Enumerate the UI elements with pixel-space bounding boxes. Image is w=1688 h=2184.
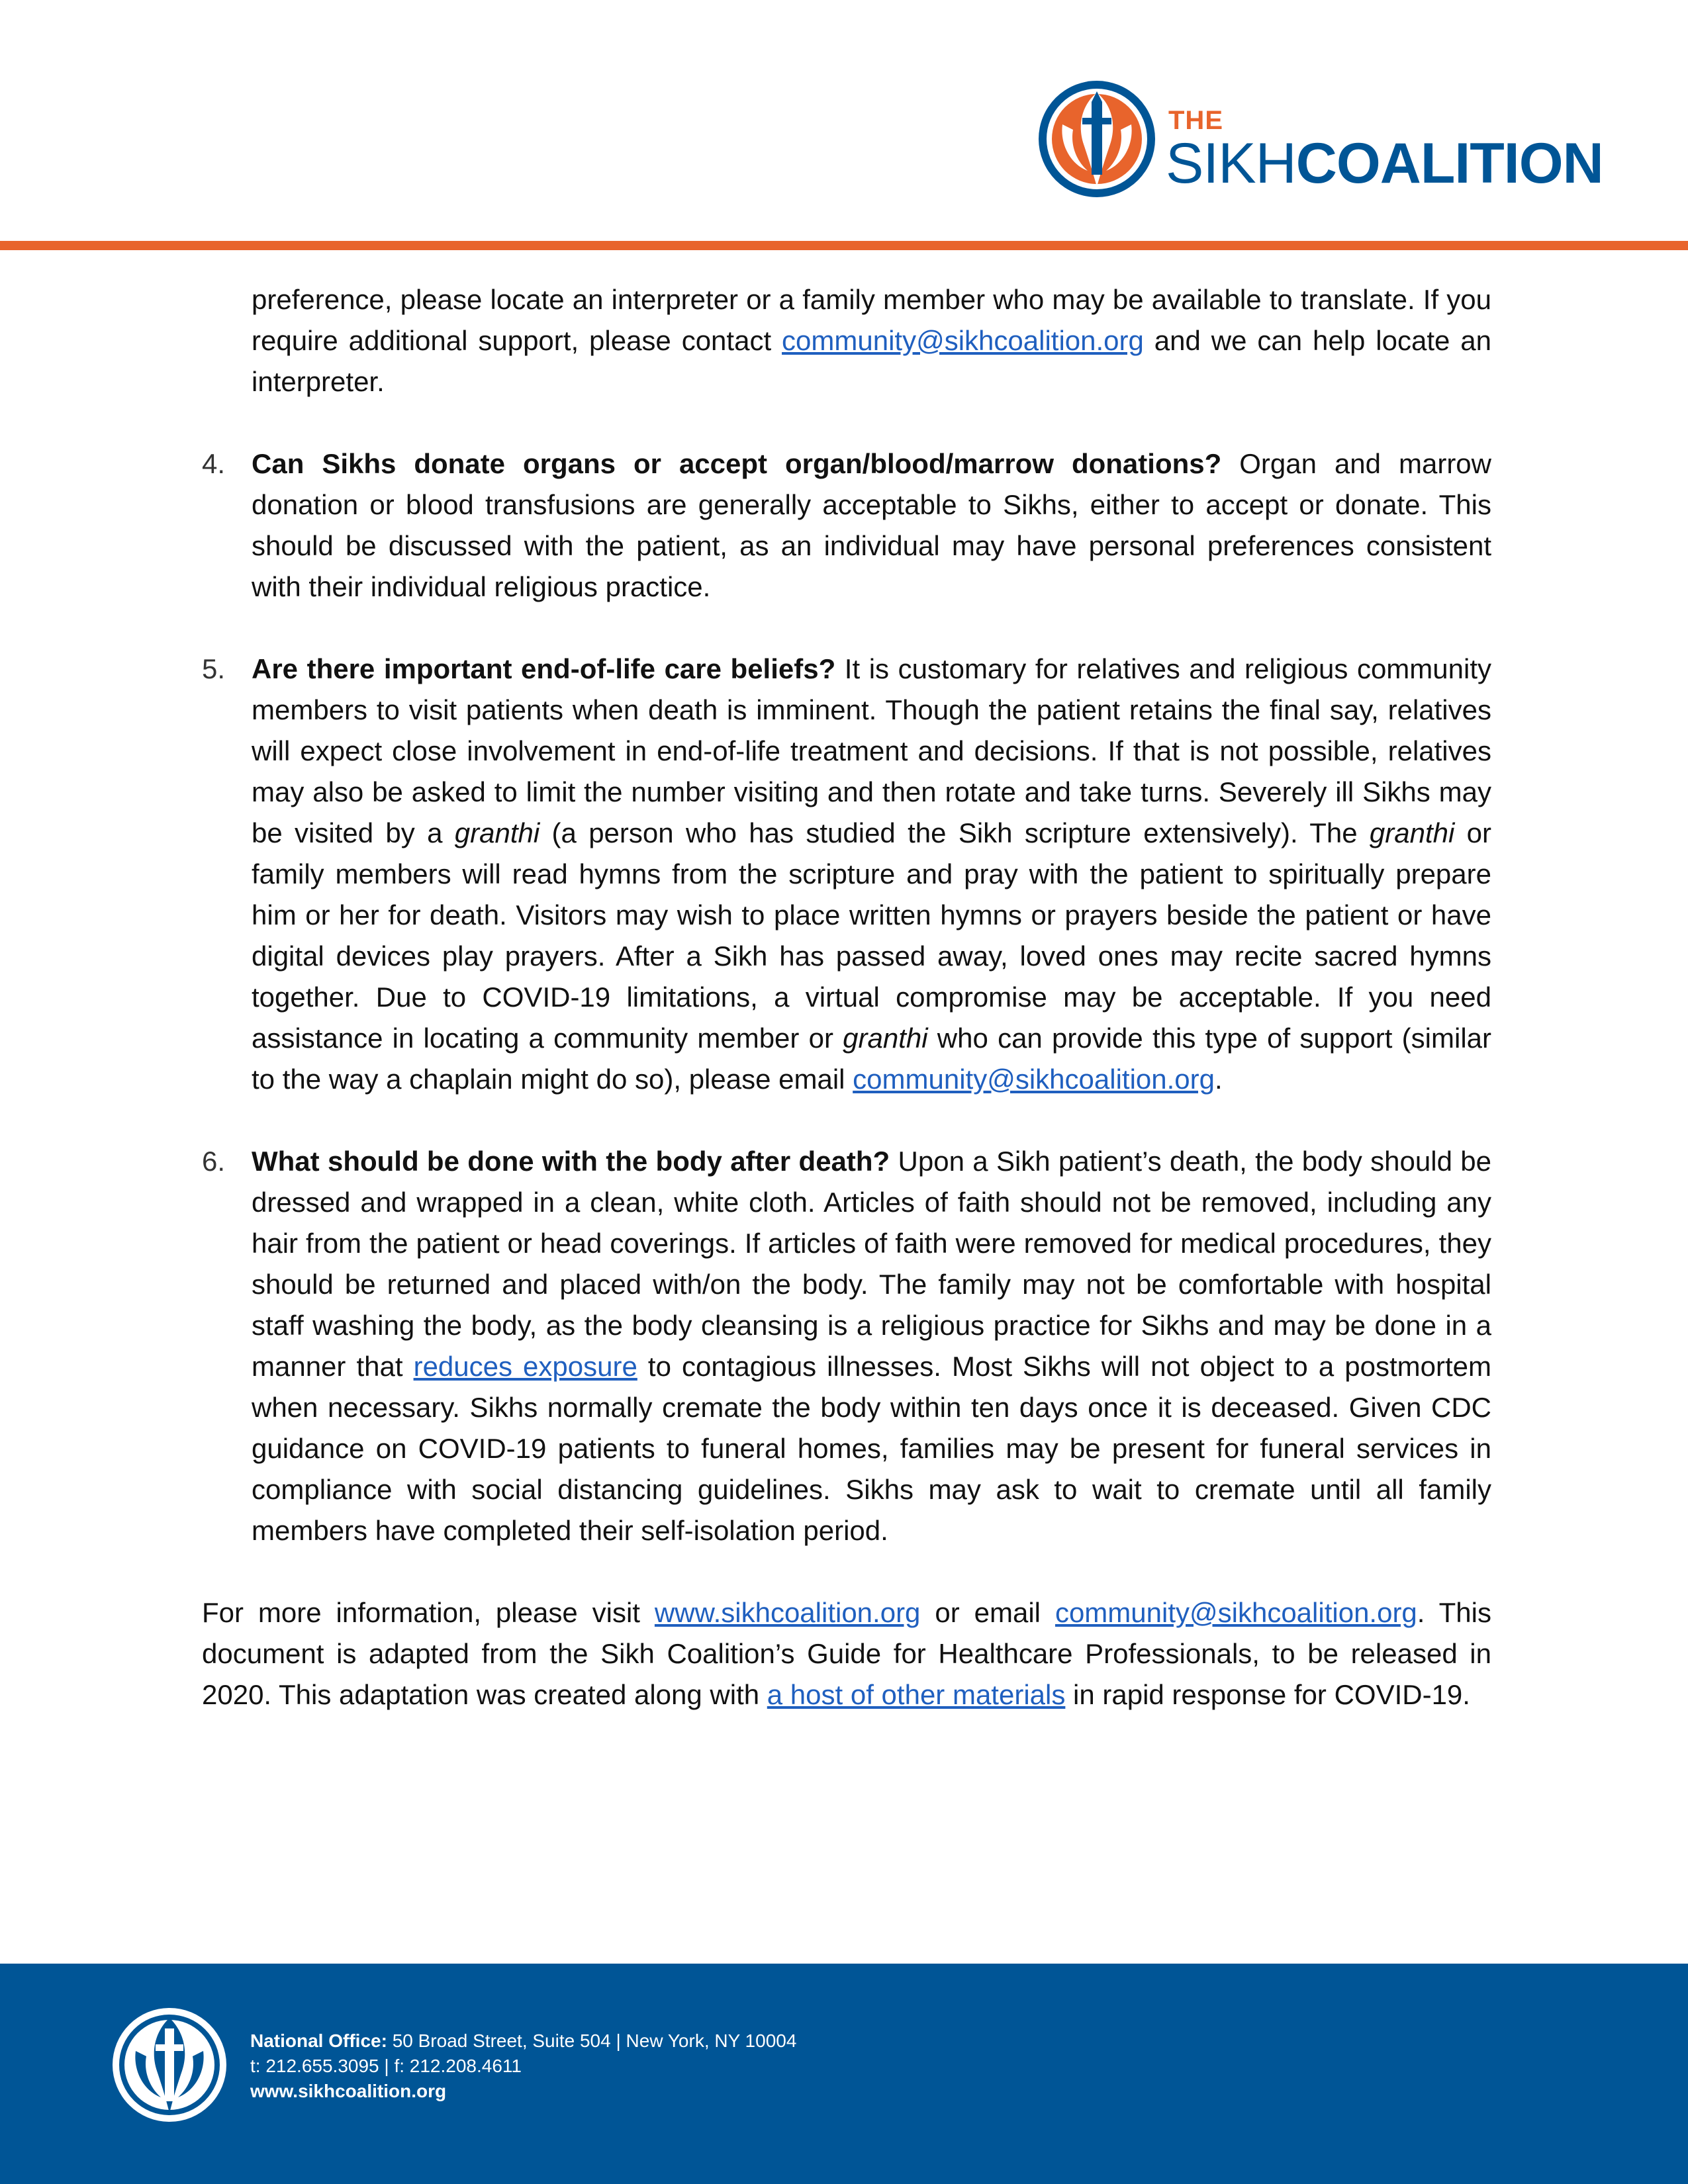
item-5-question: Are there important end-of-life care beliefs? bbox=[252, 653, 836, 684]
item-4-question: Can Sikhs donate organs or accept organ/blood/marrow donations? bbox=[252, 448, 1222, 479]
community-email-link[interactable]: community@sikhcoalition.org bbox=[853, 1064, 1215, 1095]
community-email-link[interactable]: community@sikhcoalition.org bbox=[782, 325, 1144, 356]
document-body bbox=[202, 279, 1491, 1715]
item-3-text bbox=[252, 279, 1491, 402]
reduces-exposure-link[interactable]: reduces exposure bbox=[413, 1351, 637, 1382]
list-number: 6. bbox=[202, 1146, 226, 1177]
logo-word-sikh: SIKH bbox=[1166, 132, 1296, 195]
footer-office-address: 50 Broad Street, Suite 504 | New York, NY 10004 bbox=[387, 2030, 797, 2051]
list-item-5 bbox=[202, 649, 1491, 1100]
list-number: 4. bbox=[202, 448, 226, 479]
khanda-emblem-icon bbox=[1036, 78, 1158, 201]
closing-text-part: or email bbox=[920, 1597, 1055, 1628]
granthi-term: granthi bbox=[843, 1023, 928, 1054]
item-5-text bbox=[252, 649, 1491, 1100]
item-6-text bbox=[252, 1141, 1491, 1551]
item-3-text-part: and we can help locate an interpreter. bbox=[252, 325, 1491, 397]
list-item-3-continued bbox=[202, 279, 1491, 402]
footer-office-label: National Office: bbox=[250, 2030, 387, 2051]
footer-khanda-emblem-icon bbox=[109, 2005, 230, 2125]
item-5-answer-part: or family members will read hymns from the scripture and pray with the patient to spiritually prepare him or her for death. Visitors may wish to place written hymns or prayers beside the patient or have digital devices play prayers. After a Sikh has passed away, loved ones may recite sacred hymns together. Due to COVID-19 limitations, a virtual compromise may be acceptable. If you need assistance in locating a community member or bbox=[252, 817, 1491, 1054]
item-5-answer-part: (a person who has studied the Sikh scripture extensively). The bbox=[539, 817, 1370, 848]
logo-wordmark bbox=[1166, 131, 1603, 197]
closing-text-part: . This document is adapted from the Sikh Coalition’s Guide for Healthcare Professionals, to be released in 2020. This adaptation was created along with bbox=[202, 1597, 1491, 1710]
item-3-text-part: preference, please locate an interpreter or a family member who may be available to translate. If you require additional support, please contact bbox=[252, 284, 1491, 356]
item-5-answer-part: . bbox=[1215, 1064, 1223, 1095]
item-5-answer-part: who can provide this type of support (similar to the way a chaplain might do so), please email bbox=[252, 1023, 1491, 1095]
closing-paragraph bbox=[202, 1592, 1491, 1715]
logo-the-text: THE bbox=[1168, 106, 1223, 135]
sikh-coalition-logo bbox=[1036, 78, 1603, 201]
list-item-6 bbox=[202, 1141, 1491, 1551]
header-orange-rule bbox=[0, 241, 1688, 250]
closing-text-part: in rapid response for COVID-19. bbox=[1065, 1679, 1470, 1710]
list-number: 5. bbox=[202, 653, 226, 684]
closing-text-part: For more information, please visit bbox=[202, 1597, 655, 1628]
item-5-answer-part: It is customary for relatives and religious community members to visit patients when death is imminent. Though the patient retains the final say, relatives will expect close involvement in end-of-life treatment and decisions. If that is not possible, relatives may also be asked to limit the number visiting and then rotate and take turns. Severely ill Sikhs may be visited by a bbox=[252, 653, 1491, 848]
item-6-answer-part: Upon a Sikh patient’s death, the body should be dressed and wrapped in a clean, white cloth. Articles of faith should not be removed, including any hair from the patient or head coverings. If articles of faith were removed for medical procedures, they should be returned and placed with/on the body. The family may not be comfortable with hospital staff washing the body, as the body cleansing is a religious practice for Sikhs and may be done in a manner that bbox=[252, 1146, 1491, 1382]
logo-word-coalition: COALITION bbox=[1295, 132, 1603, 195]
item-4-text bbox=[252, 443, 1491, 608]
item-6-answer-part: to contagious illnesses. Most Sikhs will not object to a postmortem when necessary. Sikhs normally cremate the body within ten days once it is deceased. Given CDC guidance on COVID-19 patients to funeral homes, families may be present for funeral services in compliance with social distancing guidelines. Sikhs may ask to wait to cremate until all family members have completed their self-isolation period. bbox=[252, 1351, 1491, 1546]
footer-contact-block bbox=[250, 2028, 796, 2104]
item-6-question: What should be done with the body after death? bbox=[252, 1146, 890, 1177]
other-materials-link[interactable]: a host of other materials bbox=[767, 1679, 1066, 1710]
item-4-answer: Organ and marrow donation or blood transfusions are generally acceptable to Sikhs, either to accept or donate. This should be discussed with the patient, as an individual may have personal preferences consistent with their individual religious practice. bbox=[252, 448, 1492, 602]
granthi-term: granthi bbox=[454, 817, 540, 848]
footer-bar bbox=[0, 1964, 1688, 2184]
website-link[interactable]: www.sikhcoalition.org bbox=[654, 1597, 921, 1628]
footer-phone-line: t: 212.655.3095 | f: 212.208.4611 bbox=[250, 2056, 522, 2076]
footer-office-line bbox=[250, 2028, 796, 2054]
list-item-4 bbox=[202, 443, 1491, 608]
footer-website[interactable]: www.sikhcoalition.org bbox=[250, 2081, 447, 2101]
granthi-term: granthi bbox=[1369, 817, 1455, 848]
community-email-link[interactable]: community@sikhcoalition.org bbox=[1055, 1597, 1417, 1628]
